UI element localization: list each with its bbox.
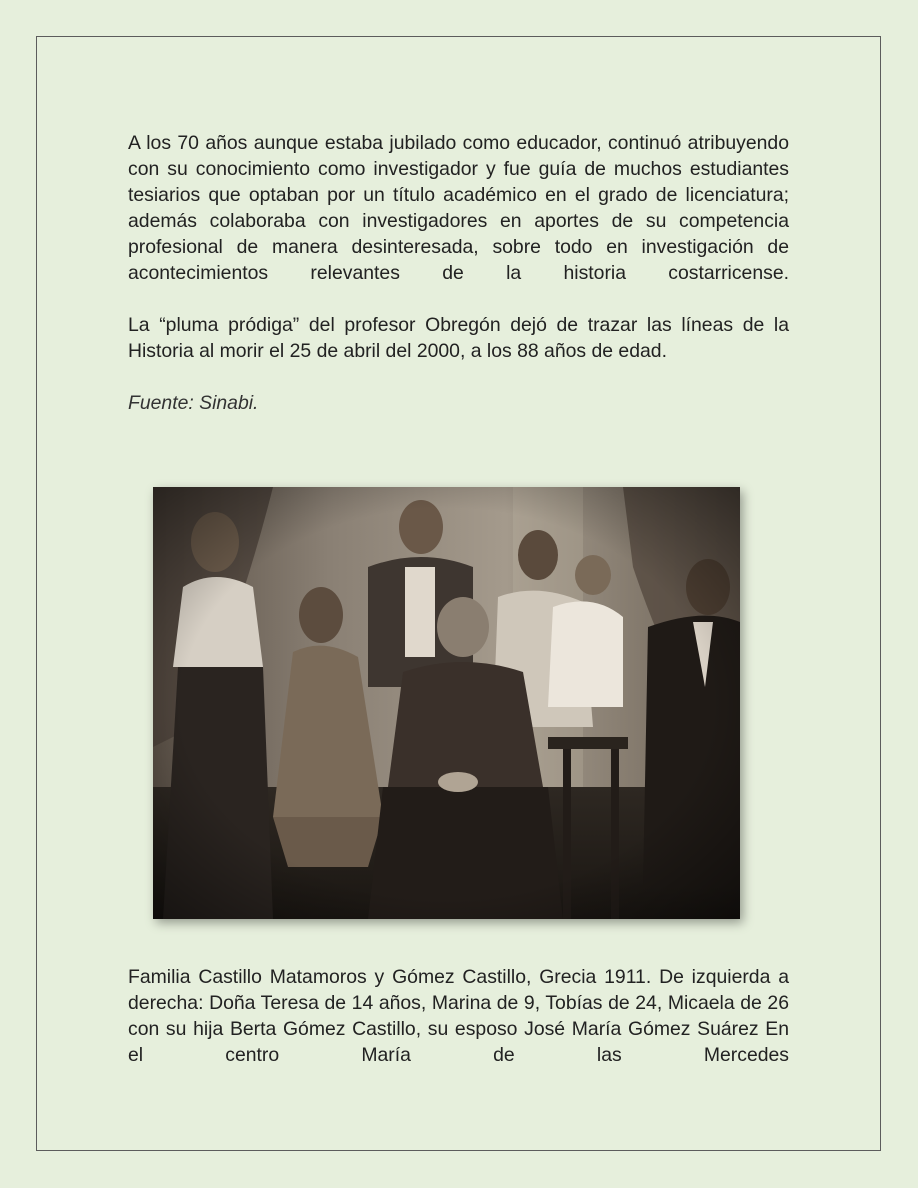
body-text [128, 130, 789, 416]
paragraph-death: La “pluma pródiga” del profesor Obregón dejó de trazar las líneas de la Historia al morir el 25 de abril del 2000, a los 88 años de edad. [128, 314, 789, 362]
source-citation: Fuente: Sinabi. [128, 392, 259, 414]
paragraph-biography: A los 70 años aunque estaba jubilado como educador, continuó atribuyendo con su conocimiento como investigador y fue guía de muchos estudiantes tesiarios que optaban por un título académico en el grado de licenciatura; además colaboraba con investigadores en aportes de su competencia profesional de manera desinteresada, sobre todo en investigación de acontecimientos relevantes de la historia costarricense. [128, 132, 789, 284]
photo-caption: Familia Castillo Matamoros y Gómez Castillo, Grecia 1911. De izquierda a derecha: Doña Teresa de 14 años, Marina de 9, Tobías de 24, Micaela de 26 con su hija Berta Gómez Castillo, su esposo José María Gómez Suárez En el centro María de las Mercedes [128, 966, 789, 1066]
family-photograph [153, 487, 740, 919]
